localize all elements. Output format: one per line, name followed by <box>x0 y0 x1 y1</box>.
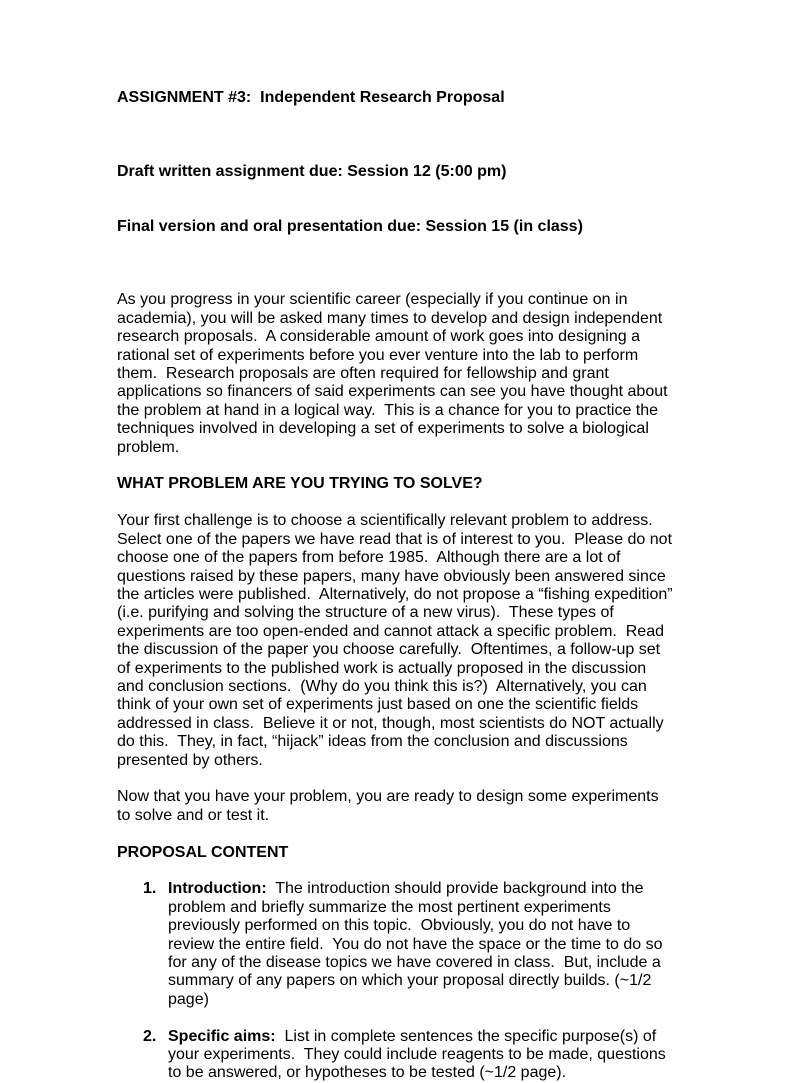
intro-paragraph: As you progress in your scientific career (especially if you continue on in academia), you will be asked many times to develop and design independent research proposals. A considerable amount of work goes into designing a rational set of experiments before you ever venture into the lab to perform them. Research proposals are often required for fellowship and grant applications so financers of said experiments can see you have thought about the problem at hand in a logical way. This is a chance for you to practice the techniques involved in developing a set of experiments to solve a biological problem. <box>117 291 673 456</box>
item-label: Introduction: <box>168 880 267 898</box>
item-body <box>168 1028 675 1083</box>
proposal-list <box>143 880 675 1082</box>
item-number: 1. <box>143 880 157 898</box>
item-text: The introduction should provide background into the problem and briefly summarize the most pertinent experiments previously performed on this topic. Obviously, you do not have to review the entire field. You do not have the space or the time to do so for any of the disease topics we have covered in class. But, include a summary of any papers on which your proposal directly builds. (~1/2 page) <box>168 880 667 1008</box>
transition-paragraph: Now that you have your problem, you are ready to design some experiments to solve and or test it. <box>117 788 664 824</box>
assignment-title: ASSIGNMENT #3: Independent Research Proposal <box>117 89 505 106</box>
item-body <box>168 880 675 1009</box>
item-text: List in complete sentences the specific purpose(s) of your experiments. They could include reagents to be made, questions to be answered, or hypotheses to be tested (~1/2 page). <box>168 1027 671 1082</box>
problem-paragraph: Your first challenge is to choose a scientifically relevant problem to address. Select one of the papers we have read that is of interest to you. Please do not choose one of the papers from before 1985. Although there are a lot of questions raised by these papers, many have obviously been answered since the articles were published. Alternatively, do not propose a “fishing expedition” (i.e. purifying and solving the structure of a new virus). These types of experiments are too open-ended and cannot attack a specific problem. Read the discussion of the paper you choose carefully. Oftentimes, a follow-up set of experiments to the published work is actually proposed in the discussion and conclusion sections. (Why do you think this is?) Alternatively, you can think of your own set of experiments just based on one the scientific fields addressed in class. Believe it or not, though, most scientists do NOT actually do this. They, in fact, “hijack” ideas from the conclusion and discussions presented by others. <box>117 512 678 769</box>
item-number: 2. <box>143 1027 157 1045</box>
due-dates <box>117 126 675 273</box>
due-line-draft: Draft written assignment due: Session 12 (5:00 pm) <box>117 162 507 180</box>
section-heading-problem: WHAT PROBLEM ARE YOU TRYING TO SOLVE? <box>117 475 483 493</box>
list-item-specific-aims <box>143 1028 675 1083</box>
list-item-introduction <box>143 880 675 1009</box>
item-label: Specific aims: <box>168 1027 276 1045</box>
section-heading-proposal-content: PROPOSAL CONTENT <box>117 843 289 861</box>
due-line-final: Final version and oral presentation due: Session 15 (in class) <box>117 217 583 235</box>
